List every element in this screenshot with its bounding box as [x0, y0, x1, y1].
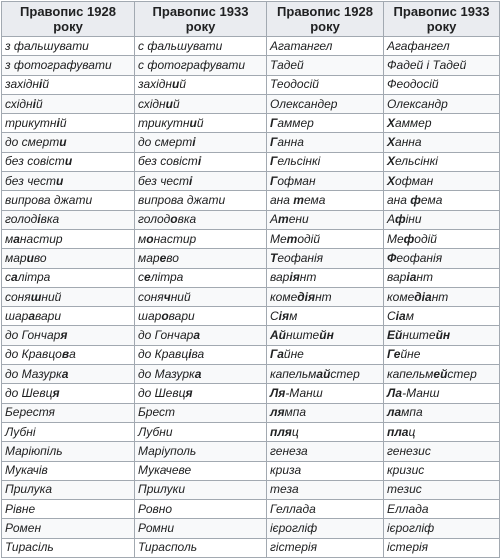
highlighted-letters: и: [64, 154, 73, 169]
highlighted-letters: ай: [316, 366, 331, 381]
cell-1933-word: с фальшувати: [135, 37, 267, 56]
cell-1928-foreign: Гайне: [267, 345, 384, 364]
cell-1928-word: без совісти: [2, 152, 135, 171]
cell-1928-foreign: Сіям: [267, 307, 384, 326]
cell-1928-word: Рівне: [2, 500, 135, 519]
cell-1933-foreign: Афіни: [384, 210, 500, 229]
cell-1928-word: шаравари: [2, 307, 135, 326]
cell-1933-word: шаровари: [135, 307, 267, 326]
highlighted-letters: т: [286, 231, 298, 246]
cell-1933-foreign: Олександр: [384, 94, 500, 113]
cell-1928-foreign: Тадей: [267, 56, 384, 75]
cell-1928-foreign: Ганна: [267, 133, 384, 152]
cell-1928-word: Лубні: [2, 422, 135, 441]
cell-1928-foreign: Теофанія: [267, 249, 384, 268]
cell-1928-foreign: Методій: [267, 229, 384, 248]
header-row: [2, 2, 500, 37]
highlighted-letters: іа: [395, 308, 406, 323]
highlighted-letters: ія: [289, 270, 300, 285]
cell-1933-word: Мукачеве: [135, 461, 267, 480]
cell-1933-word: Лубни: [135, 422, 267, 441]
table-row: [2, 37, 500, 56]
cell-1928-word: до Кравцова: [2, 345, 135, 364]
cell-1928-foreign: лямпа: [267, 403, 384, 422]
highlighted-letters: і: [39, 77, 43, 92]
header-1928-col1: Правопис 1928 року: [2, 2, 135, 37]
cell-1933-foreign: істерія: [384, 538, 500, 557]
cell-1928-word: Берестя: [2, 403, 135, 422]
highlighted-letters: а: [28, 308, 35, 323]
cell-1933-foreign: генезис: [384, 442, 500, 461]
cell-1928-foreign: генеза: [267, 442, 384, 461]
highlighted-letters: и: [165, 96, 173, 111]
table-row: [2, 326, 500, 345]
cell-1933-foreign: Ханна: [384, 133, 500, 152]
table-row: [2, 384, 500, 403]
highlighted-letters: е: [159, 250, 167, 265]
highlighted-letters: Х: [387, 135, 396, 150]
highlighted-letters: о: [146, 231, 154, 246]
table-row: [2, 480, 500, 499]
table-row: [2, 461, 500, 480]
cell-1928-word: до Гончаря: [2, 326, 135, 345]
highlighted-letters: ф: [395, 212, 406, 227]
cell-1933-word: східний: [135, 94, 267, 113]
cell-1928-word: випрова джати: [2, 191, 135, 210]
table-row: [2, 403, 500, 422]
highlighted-letters: і: [192, 135, 196, 150]
table-row: [2, 114, 500, 133]
highlighted-letters: и: [172, 77, 180, 92]
highlighted-letters: іа: [406, 270, 417, 285]
cell-1928-foreign: Гаммер: [267, 114, 384, 133]
cell-1928-foreign: Теодосій: [267, 75, 384, 94]
highlighted-letters: дія: [297, 289, 316, 304]
cell-1928-foreign: Геллада: [267, 500, 384, 519]
cell-1933-word: Тирасполь: [135, 538, 267, 557]
cell-1928-foreign: Айнштейн: [267, 326, 384, 345]
cell-1933-word: Маріуполь: [135, 442, 267, 461]
cell-1928-foreign: капельмайстер: [267, 365, 384, 384]
table-row: [2, 442, 500, 461]
cell-1933-word: Прилуки: [135, 480, 267, 499]
cell-1933-foreign: Еллада: [384, 500, 500, 519]
cell-1928-word: манастир: [2, 229, 135, 248]
cell-1928-foreign: ієрогліф: [267, 519, 384, 538]
cell-1933-foreign: плац: [384, 422, 500, 441]
cell-1928-word: східній: [2, 94, 135, 113]
table-row: [2, 307, 500, 326]
highlighted-letters: і: [188, 173, 193, 188]
highlighted-letters: и: [55, 173, 64, 188]
cell-1928-word: Ромен: [2, 519, 135, 538]
cell-1933-word: Брест: [135, 403, 267, 422]
cell-1933-foreign: Хельсінкі: [384, 152, 500, 171]
cell-1928-word: з фальшувати: [2, 37, 135, 56]
cell-1928-word: голодівка: [2, 210, 135, 229]
cell-1933-foreign: Агафангел: [384, 37, 500, 56]
cell-1928-word: без чести: [2, 172, 135, 191]
highlighted-letters: и: [189, 115, 197, 130]
highlighted-letters: пла: [387, 424, 409, 439]
cell-1933-word: до Кравціва: [135, 345, 267, 364]
highlighted-letters: Г: [270, 173, 278, 188]
cell-1928-word: Прилука: [2, 480, 135, 499]
cell-1928-foreign: варіянт: [267, 268, 384, 287]
highlighted-letters: Х: [387, 115, 396, 130]
highlighted-letters: я: [52, 385, 60, 400]
highlighted-letters: Ге: [387, 347, 401, 362]
highlighted-letters: Ай: [270, 328, 286, 343]
cell-1933-word: до смерті: [135, 133, 267, 152]
highlighted-letters: Т: [270, 250, 278, 265]
highlighted-letters: йн: [319, 328, 334, 343]
cell-1928-word: до Мазурка: [2, 365, 135, 384]
table-row: [2, 538, 500, 557]
table-row: [2, 191, 500, 210]
table-row: [2, 172, 500, 191]
cell-1933-foreign: Гейне: [384, 345, 500, 364]
table-row: [2, 249, 500, 268]
cell-1933-foreign: лампа: [384, 403, 500, 422]
highlighted-letters: Ля: [270, 385, 286, 400]
cell-1933-foreign: Ейнштейн: [384, 326, 500, 345]
cell-1933-foreign: тезис: [384, 480, 500, 499]
cell-1928-foreign: Ля-Манш: [267, 384, 384, 403]
cell-1928-foreign: Гельсінкі: [267, 152, 384, 171]
highlighted-letters: діа: [414, 289, 432, 304]
cell-1933-word: до Гончара: [135, 326, 267, 345]
cell-1933-word: без совісті: [135, 152, 267, 171]
highlighted-letters: т: [278, 212, 289, 227]
cell-1933-word: випрова джати: [135, 191, 267, 210]
cell-1933-word: Ровно: [135, 500, 267, 519]
highlighted-letters: Г: [270, 154, 278, 169]
highlighted-letters: я: [60, 328, 68, 343]
cell-1928-foreign: Гофман: [267, 172, 384, 191]
header-1933-col2: Правопис 1933 року: [135, 2, 267, 37]
orthography-comparison-table: [1, 1, 500, 558]
table-row: [2, 75, 500, 94]
highlighted-letters: а: [13, 231, 20, 246]
highlighted-letters: ія: [278, 308, 290, 323]
highlighted-letters: ля: [270, 405, 285, 420]
table-row: [2, 365, 500, 384]
highlighted-letters: а: [193, 328, 201, 343]
highlighted-letters: і: [56, 115, 60, 130]
highlighted-letters: я: [185, 385, 193, 400]
highlighted-letters: і: [37, 212, 41, 227]
highlighted-letters: и: [26, 250, 34, 265]
highlighted-letters: Х: [387, 154, 396, 169]
table-row: [2, 133, 500, 152]
header-1933-col4: Правопис 1933 року: [384, 2, 500, 37]
highlighted-letters: ш: [30, 289, 42, 304]
highlighted-letters: ф: [403, 231, 415, 246]
cell-1928-word: соняшний: [2, 287, 135, 306]
cell-1933-foreign: Мефодій: [384, 229, 500, 248]
cell-1933-foreign: Сіам: [384, 307, 500, 326]
cell-1928-word: західній: [2, 75, 135, 94]
cell-1933-foreign: Хофман: [384, 172, 500, 191]
cell-1933-word: голодовка: [135, 210, 267, 229]
cell-1933-word: марево: [135, 249, 267, 268]
cell-1928-word: Мукачів: [2, 461, 135, 480]
highlighted-letters: е: [144, 270, 151, 285]
cell-1933-word: селітра: [135, 268, 267, 287]
header-1928-col3: Правопис 1928 року: [267, 2, 384, 37]
highlighted-letters: і: [32, 96, 36, 111]
highlighted-letters: і: [188, 347, 192, 362]
highlighted-letters: о: [161, 308, 169, 323]
highlighted-letters: ч: [163, 289, 171, 304]
cell-1933-word: сонячний: [135, 287, 267, 306]
cell-1928-word: мариво: [2, 249, 135, 268]
cell-1933-foreign: Хаммер: [384, 114, 500, 133]
highlighted-letters: Г: [270, 115, 278, 130]
table-row: [2, 500, 500, 519]
table-row: [2, 94, 500, 113]
cell-1928-foreign: ана тема: [267, 191, 384, 210]
cell-1933-word: Ромни: [135, 519, 267, 538]
cell-1933-foreign: варіант: [384, 268, 500, 287]
highlighted-letters: йн: [435, 328, 451, 343]
highlighted-letters: ла: [387, 405, 402, 420]
cell-1928-word: салітра: [2, 268, 135, 287]
cell-1928-word: з фотографувати: [2, 56, 135, 75]
table-row: [2, 287, 500, 306]
highlighted-letters: пля: [270, 424, 292, 439]
cell-1928-foreign: комедіянт: [267, 287, 384, 306]
cell-1928-foreign: теза: [267, 480, 384, 499]
cell-1933-foreign: Феофанія: [384, 249, 500, 268]
cell-1928-word: до смерти: [2, 133, 135, 152]
table-body: [2, 37, 500, 558]
table-row: [2, 229, 500, 248]
cell-1928-foreign: Агатангел: [267, 37, 384, 56]
table-row: [2, 268, 500, 287]
cell-1933-foreign: ана фема: [384, 191, 500, 210]
cell-1928-word: трикутній: [2, 114, 135, 133]
highlighted-letters: т: [293, 193, 304, 208]
cell-1928-foreign: криза: [267, 461, 384, 480]
highlighted-letters: Ла: [387, 385, 403, 400]
cell-1928-foreign: Атени: [267, 210, 384, 229]
cell-1933-foreign: ієрогліф: [384, 519, 500, 538]
highlighted-letters: и: [59, 135, 67, 150]
highlighted-letters: ф: [410, 193, 421, 208]
table-row: [2, 152, 500, 171]
cell-1933-word: трикутний: [135, 114, 267, 133]
cell-1928-word: Маріюпіль: [2, 442, 135, 461]
cell-1933-word: с фотографувати: [135, 56, 267, 75]
cell-1928-foreign: Олександер: [267, 94, 384, 113]
highlighted-letters: а: [11, 270, 18, 285]
highlighted-letters: а: [61, 366, 69, 381]
cell-1933-foreign: комедіант: [384, 287, 500, 306]
cell-1933-foreign: Ла-Манш: [384, 384, 500, 403]
highlighted-letters: Ей: [387, 328, 403, 343]
highlighted-letters: а: [194, 366, 202, 381]
highlighted-letters: Х: [387, 173, 396, 188]
highlighted-letters: і: [197, 154, 202, 169]
highlighted-letters: Г: [270, 135, 278, 150]
cell-1933-word: до Мазурка: [135, 365, 267, 384]
table-row: [2, 345, 500, 364]
cell-1933-foreign: Феодосій: [384, 75, 500, 94]
highlighted-letters: в: [61, 347, 70, 362]
cell-1928-foreign: гістерія: [267, 538, 384, 557]
highlighted-letters: Га: [270, 347, 284, 362]
cell-1933-foreign: Фадей і Тадей: [384, 56, 500, 75]
table-row: [2, 422, 500, 441]
cell-1928-word: Тирасіль: [2, 538, 135, 557]
cell-1933-word: без честі: [135, 172, 267, 191]
cell-1933-foreign: кризис: [384, 461, 500, 480]
cell-1928-word: до Шевця: [2, 384, 135, 403]
cell-1933-foreign: капельмейстер: [384, 365, 500, 384]
highlighted-letters: о: [170, 212, 178, 227]
cell-1928-foreign: пляц: [267, 422, 384, 441]
highlighted-letters: Ф: [387, 250, 397, 265]
cell-1933-word: монастир: [135, 229, 267, 248]
table-row: [2, 56, 500, 75]
cell-1933-word: західний: [135, 75, 267, 94]
table-row: [2, 210, 500, 229]
highlighted-letters: ей: [433, 366, 448, 381]
table-row: [2, 519, 500, 538]
cell-1933-word: до Шевця: [135, 384, 267, 403]
